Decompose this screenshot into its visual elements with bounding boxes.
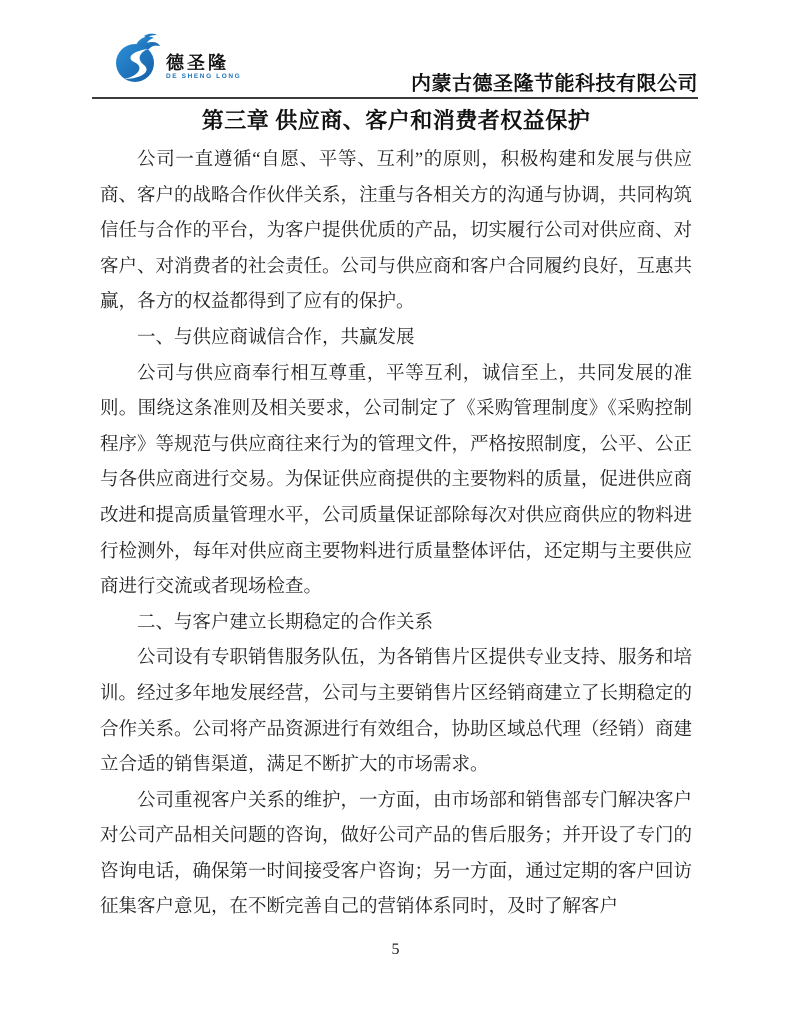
paragraph: 公司重视客户关系的维护，一方面，由市场部和销售部专门解决客户对公司产品相关问题的咨询，做好公司产品的售后服务；并开设了专门的咨询电话，确保第一时间接受客户咨询；另一方面，通过定期的客户回访征集客户意见，在不断完善自己的营销体系同时，及时了解客户 bbox=[100, 790, 693, 918]
company-name: 内蒙古德圣隆节能科技有限公司 bbox=[411, 73, 698, 95]
logo-text-block bbox=[166, 54, 241, 81]
company-logo bbox=[114, 32, 241, 86]
logo-name-english: DE SHENG LONG bbox=[166, 72, 242, 80]
paragraph: 公司一直遵循“自愿、平等、互利”的原则，积极构建和发展与供应商、客户的战略合作伙伴关系，注重与各相关方的沟通与协调，共同构筑信任与合作的平台，为客户提供优质的产品，切实履行公司对供应商、对客户、对消费者的社会责任。公司与供应商和客户合同履约良好，互惠共赢，各方的权益都得到了应有的保护。 bbox=[100, 150, 693, 313]
dragon-logo-icon bbox=[114, 32, 164, 86]
paragraph: 公司与供应商奉行相互尊重，平等互利，诚信至上，共同发展的准则。围绕这条准则及相关要求，公司制定了《采购管理制度》《采购控制程序》等规范与供应商往来行为的管理文件，严格按照制度，公平、公正与各供应商进行交易。为保证供应商提供的主要物料的质量，促进供应商改进和提高质量管理水平，公司质量保证部除每次对供应商供应的物料进行检测外，每年对供应商主要物料进行质量整体评估，还定期与主要供应商进行交流或者现场检查。 bbox=[100, 363, 693, 598]
document-body bbox=[100, 106, 692, 926]
page-number: 5 bbox=[391, 941, 400, 958]
paragraph: 公司设有专职销售服务队伍，为各销售片区提供专业支持、服务和培训。经过多年地发展经营，公司与主要销售片区经销商建立了长期稳定的合作关系。公司将产品资源进行有效组合，协助区域总代理（经销）商建立合适的销售渠道，满足不断扩大的市场需求。 bbox=[100, 648, 693, 776]
section-heading-1: 一、与供应商诚信合作，共赢发展 bbox=[137, 327, 415, 348]
logo-name-chinese: 德圣隆 bbox=[166, 52, 229, 73]
page-header bbox=[92, 28, 698, 98]
section-heading-2: 二、与客户建立长期稳定的合作关系 bbox=[137, 612, 434, 633]
chapter-title: 第三章 供应商、客户和消费者权益保护 bbox=[201, 108, 591, 133]
header-divider-line bbox=[92, 97, 698, 99]
